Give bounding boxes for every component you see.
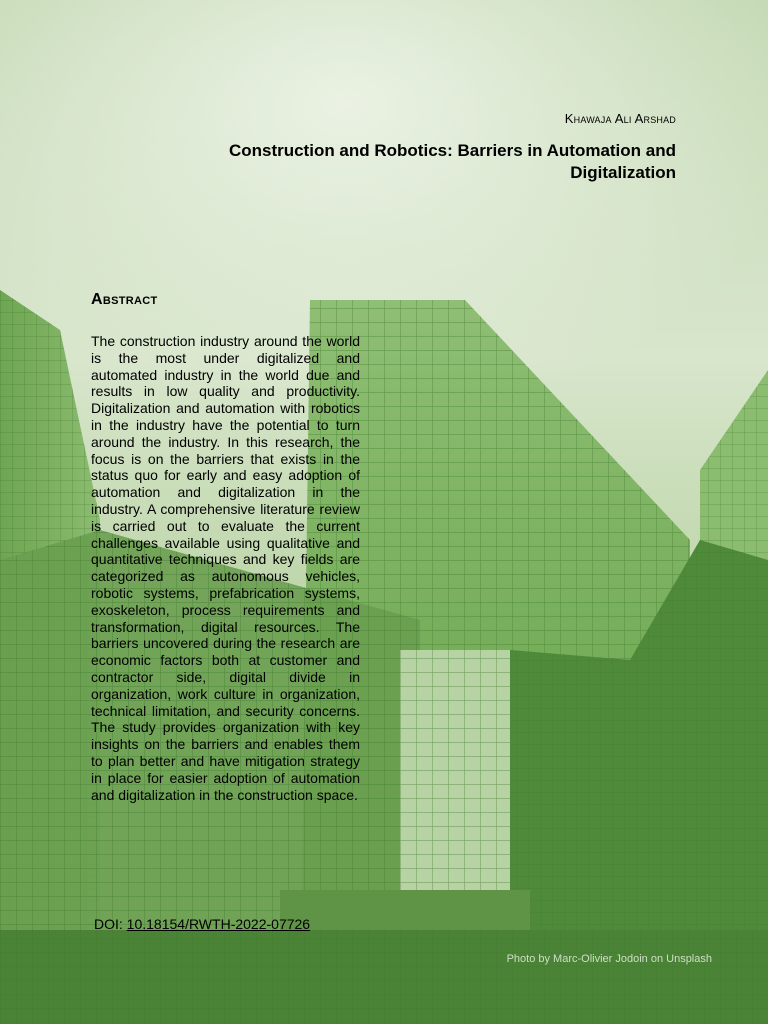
abstract-text: The construction industry around the world is the most under digitalized and automated industry in the world due and results in low quality and productivity. Digitalization and automation with robotics in the industry have the potential to turn around the industry. In this research, the focus is on the barriers that exists in the status quo for early and easy adoption of automation and digitalization in the industry. A comprehensive literature review is carried out to evaluate the current challenges available using qualitative and quantitative techniques and key fields are categorized as autonomous vehicles, robotic systems, prefabrication systems, exoskeleton, process requirements and transformation, digital resources. The barriers uncovered during the research are economic factors both at customer and contractor side, digital divide in organization, work culture in organization, technical limitation, and security concerns. The study provides organization with key insights on the barriers and enables them to plan better and have mitigation strategy in place for easier adoption of automation and digitalization in the construction space.	[91, 333, 360, 803]
doi-line	[94, 916, 310, 932]
doi-link[interactable]: 10.18154/RWTH-2022-07726	[126, 916, 311, 932]
abstract-heading: Abstract	[91, 291, 158, 308]
photo-credit: Photo by Marc-Olivier Jodoin on Unsplash	[506, 953, 712, 965]
doi-label: DOI:	[94, 916, 127, 932]
document-title: Construction and Robotics: Barriers in Automation and Digitalization	[228, 141, 676, 182]
author-name: Khawaja Ali Arshad	[564, 111, 676, 126]
